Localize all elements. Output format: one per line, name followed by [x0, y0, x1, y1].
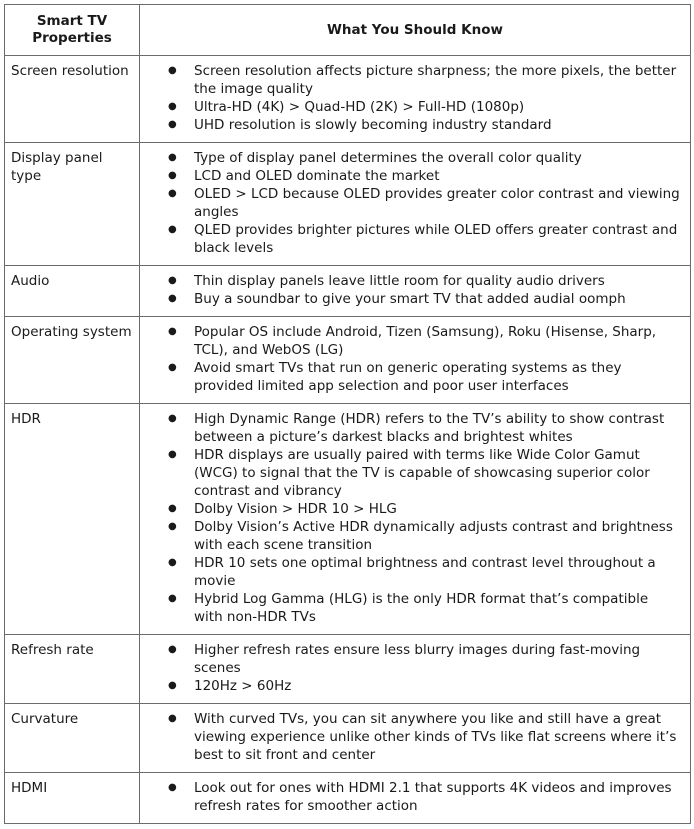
bullet-list [142, 62, 680, 134]
table-row [5, 317, 691, 404]
bullet-list [142, 323, 680, 395]
list-item: ● OLED > LCD because OLED provides greater color contrast and viewing angles [142, 185, 680, 221]
bullet-list [142, 410, 680, 626]
list-item: ● HDR displays are usually paired with terms like Wide Color Gamut (WCG) to signal that the TV is capable of showcasing superior color contrast and vibrancy [142, 446, 680, 500]
property-name: Refresh rate [5, 635, 140, 704]
table-row [5, 56, 691, 143]
smart-tv-properties-table [4, 4, 691, 824]
table-row [5, 143, 691, 266]
table-row [5, 635, 691, 704]
list-item: ● Ultra-HD (4K) > Quad-HD (2K) > Full-HD (1080p) [142, 98, 680, 116]
list-item: ● High Dynamic Range (HDR) refers to the TV’s ability to show contrast between a picture’s darkest blacks and brightest whites [142, 410, 680, 446]
property-name: Screen resolution [5, 56, 140, 143]
property-details [140, 266, 691, 317]
property-name: Curvature [5, 704, 140, 773]
table-body [5, 56, 691, 824]
list-item: ● Buy a soundbar to give your smart TV that added audial oomph [142, 290, 680, 308]
list-item: ● Type of display panel determines the overall color quality [142, 149, 680, 167]
bullet-list [142, 149, 680, 257]
property-name: Display panel type [5, 143, 140, 266]
list-item: ● 120Hz > 60Hz [142, 677, 680, 695]
table-row [5, 704, 691, 773]
table-row [5, 773, 691, 824]
list-item: ● With curved TVs, you can sit anywhere you like and still have a great viewing experience unlike other kinds of TVs like flat screens where it’s best to sit front and center [142, 710, 680, 764]
list-item: ● Thin display panels leave little room for quality audio drivers [142, 272, 680, 290]
property-details [140, 635, 691, 704]
property-name: Audio [5, 266, 140, 317]
property-name: Operating system [5, 317, 140, 404]
list-item: ● Higher refresh rates ensure less blurry images during fast-moving scenes [142, 641, 680, 677]
property-name: HDR [5, 404, 140, 635]
header-row [5, 5, 691, 56]
list-item: ● QLED provides brighter pictures while OLED offers greater contrast and black levels [142, 221, 680, 257]
list-item: ● LCD and OLED dominate the market [142, 167, 680, 185]
property-details [140, 773, 691, 824]
list-item: ● HDR 10 sets one optimal brightness and contrast level throughout a movie [142, 554, 680, 590]
header-what-you-should-know: What You Should Know [140, 5, 691, 56]
table-header [5, 5, 691, 56]
property-name: HDMI [5, 773, 140, 824]
property-details [140, 143, 691, 266]
header-properties: Smart TV Properties [5, 5, 140, 56]
list-item: ● Avoid smart TVs that run on generic operating systems as they provided limited app selection and poor user interfaces [142, 359, 680, 395]
property-details [140, 404, 691, 635]
list-item: ● Look out for ones with HDMI 2.1 that supports 4K videos and improves refresh rates for smoother action [142, 779, 680, 815]
list-item: ● Screen resolution affects picture sharpness; the more pixels, the better the image quality [142, 62, 680, 98]
property-details [140, 704, 691, 773]
bullet-list [142, 779, 680, 815]
bullet-list [142, 272, 680, 308]
list-item: ● UHD resolution is slowly becoming industry standard [142, 116, 680, 134]
list-item: ● Popular OS include Android, Tizen (Samsung), Roku (Hisense, Sharp, TCL), and WebOS (LG) [142, 323, 680, 359]
list-item: ● Dolby Vision’s Active HDR dynamically adjusts contrast and brightness with each scene transition [142, 518, 680, 554]
list-item: ● Dolby Vision > HDR 10 > HLG [142, 500, 680, 518]
table-row [5, 404, 691, 635]
bullet-list [142, 710, 680, 764]
table-row [5, 266, 691, 317]
property-details [140, 56, 691, 143]
list-item: ● Hybrid Log Gamma (HLG) is the only HDR format that’s compatible with non-HDR TVs [142, 590, 680, 626]
bullet-list [142, 641, 680, 695]
property-details [140, 317, 691, 404]
